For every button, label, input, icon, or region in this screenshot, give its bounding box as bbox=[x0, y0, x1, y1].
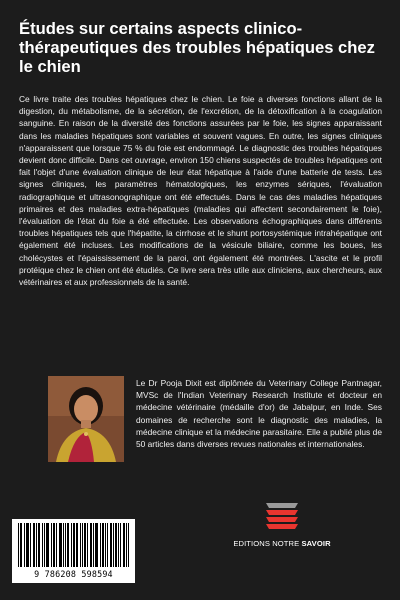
book-title: Études sur certains aspects clinico-thérapeutiques des troubles hépatiques chez le chien bbox=[19, 19, 375, 76]
author-photo bbox=[48, 376, 124, 462]
isbn-barcode bbox=[12, 519, 135, 583]
isbn-digits: 9 786208 598594 bbox=[34, 569, 113, 579]
book-summary: Ce livre traite des troubles hépatiques chez le chien. Le foie a diverses fonctions allant de la digestion, du métabolisme, de la sécrétion, de l'excrétion, de la détoxification à la coagulation sanguine. En raison de la diversité des fonctions assurées par le foie, les signes apparaissant dans les maladies hépatiques sont variables et souvent vagues. En outre, les signes cliniques n'apparaissent que lorsque 75 % du foie est endommagé. Le diagnostic des troubles hépatiques devient donc difficile. Dans cet ouvrage, environ 150 chiens suspectés de troubles hépatiques ont fait l'objet d'une évaluation clinique de leur état hépatique à l'aide d'une batterie de tests. Les signes cliniques, les paramètres hématologiques, les enzymes sériques, l'évaluation radiographique et ultrasonographique ont été effectués. Dans le cas des maladies hépatiques primaires et des maladies extra-hépatiques (maladies qui affectent secondairement le foie), l'évaluation de l'état du foie a été effectuée. Les observations échographiques dans différents troubles hépatiques tels que l'hépatite, la cirrhose et le shunt portosystémique intrahépatique ont également été incluses. Les modifications de la vésicule biliaire, comme les boues, les cholécystes et l'épaississement de la paroi, ont également été montrées. L'ascite et le profil protéique chez le chien ont été étudiés. Ce livre sera très utile aux cliniciens, aux chercheurs, aux vétérinaires et aux professionnels de la santé. bbox=[19, 94, 382, 288]
barcode-bars bbox=[18, 523, 129, 569]
publisher-name bbox=[232, 539, 332, 548]
author-bio: Le Dr Pooja Dixit est diplômée du Veterinary College Pantnagar, MVSc de l'Indian Veterinary Research Institute et docteur en médecine vétérinaire (médaille d'or) de Jabalpur, en Inde. Ses domaines de recherche sont le diagnostic des maladies, la médecine clinique et la médecine parasitaire. Elle a publié plus de 50 articles dans diverses revues nationales et internationales. bbox=[136, 378, 382, 450]
publisher-name-prefix: EDITIONS NOTRE bbox=[233, 539, 302, 548]
publisher-name-bold: SAVOIR bbox=[301, 539, 331, 548]
publisher-logo-icon bbox=[263, 501, 301, 531]
